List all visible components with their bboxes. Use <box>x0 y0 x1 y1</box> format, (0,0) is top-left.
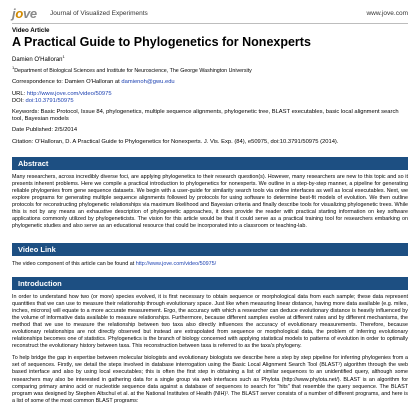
citation: Citation: O'Halloran, D. A Practical Guide to Phylogenetics for Nonexperts. J. Vis. Exp. (84), e50975, doi:10.3791/50975 (2014). <box>12 138 339 145</box>
author-line: Damien O'Halloran$^1$ <box>12 54 65 64</box>
introduction-paragraph-1: In order to understand how two (or more) species evolved, it is first necessary to obtain sequence or morphological data from each sample; these data represent quantities that we can use to measure their relationship through evolutionary space. Just like when measuring linear distance, having more data available (e.g. miles, inches, microns) will equate to a more accurate measurement. Ergo, the accuracy with which a researcher can deduce evolutionary distance is heavily influenced by the volume of informative data available to measure relationships. Furthermore, because different samples evolve at different rates and by different mechanisms, the method that we use to measure the relationship between two taxa also directly influences the accuracy of evolutionary measurements. Therefore, because evolutionary relationships are not directly observed but instead are extrapolated from sequence or morphological data, the problem of inferring evolutionary relationships becomes one of statistics. Phylogenetics is the branch of biology concerned with applying statistical models to patterns of evolution in order to optimally reconstruct the evolutionary history between taxa. This reconstruction between taxa is referred to as the taxa's phylogeny. <box>12 294 408 350</box>
keywords: Keywords: Basic Protocol, Issue 84, phylogenetics, multiple sequence alignments, phylogenetic tree, BLAST executables, basic local alignment search tool, Bayesian models <box>12 108 399 123</box>
publish-date: Date Published: 2/5/2014 <box>12 127 78 134</box>
introduction-text <box>12 294 408 405</box>
author-name: Damien O'Halloran <box>12 57 63 64</box>
jove-logo[interactable]: jove <box>12 6 37 21</box>
article-kind: Video Article <box>12 27 50 34</box>
header-divider <box>12 23 408 24</box>
article-url-link[interactable]: http://www.jove.com/video/50975 <box>26 90 112 97</box>
article-doi: DOI: doi:10.3791/50975 <box>12 97 74 104</box>
correspondence-email-link[interactable]: damienoh@gwu.edu <box>121 79 175 86</box>
abstract-heading: Abstract <box>12 157 408 170</box>
article-doi-link[interactable]: doi:10.3791/50975 <box>25 97 74 104</box>
article-metadata <box>12 27 408 146</box>
video-link-url[interactable]: http://www.jove.com/video/50975/ <box>135 261 217 267</box>
introduction-paragraph-2: To help bridge the gap in expertise between molecular biologists and evolutionary biologists we describe here a step by step pipeline for inferring phylogenies from a set of sequences. Firstly, we detail the steps involved in database interrogation using the Basic Local Alignment Search Tool (BLAST¹) algorithm through the web based interface and also by using local executables; this is often the first step in obtaining a list of similar sequences to an unidentified query, although some researchers may also be interested in gathering data for a single group via web interfaces such as Phylota (http://www.phylota.net/). BLAST is an algorithm for comparing primary amino acid or nucleotide sequence data against a database of sequences to search for "hits" that resemble the query sequence. The BLAST program was designed by Stephen Altschul et al. at the National Institutes of Health (NIH)¹. The BLAST server consists of a number of different programs, and here is a list of some of the most common BLAST programs: <box>12 355 408 404</box>
video-link-heading: Video Link <box>12 243 408 256</box>
introduction-heading: Introduction <box>12 277 408 290</box>
site-header <box>12 6 408 22</box>
article-url: URL: http://www.jove.com/video/50975 <box>12 90 112 97</box>
site-url[interactable]: www.jove.com <box>366 10 408 17</box>
correspondence: Correspondence to: Damien O'Halloran at damienoh@gwu.edu <box>12 79 175 86</box>
video-link-text: The video component of this article can be found at http://www.jove.com/video/50975/ <box>12 261 217 267</box>
article-title: A Practical Guide to Phylogenetics for Nonexperts <box>12 35 311 50</box>
abstract-text: Many researchers, across incredibly diverse foci, are applying phylogenetics to their research question(s). However, many researchers are new to this topic and so it presents inherent problems. Here we compile a practical introduction to phylogenetics for nonexperts. We outline in a step-by-step manner, a pipeline for generating reliable phylogenies from gene sequence datasets. We begin with a user-guide for similarity search tools via online interfaces as well as local executables. Next, we explore programs for generating multiple sequence alignments followed by protocols for using software to determine best-fit models of evolution. We then outline protocols for reconstructing phylogenetic relationships via maximum likelihood and Bayesian criteria and finally describe tools for visualizing phylogenetic trees. While this is not by any means an exhaustive description of phylogenetic approaches, it does provide the reader with practical starting information on key software applications commonly utilized by phylogeneticists. The vision for this article would be that it could serve as a practical training tool for researchers embarking on phylogenetic studies and also serve as an educational resource that could be incorporated into a classroom or teaching-lab. <box>12 174 408 230</box>
affiliation: $^1$Department of Biological Sciences and Institute for Neuroscience, The George Washington University <box>12 65 252 75</box>
journal-name: Journal of Visualized Experiments <box>50 10 148 17</box>
